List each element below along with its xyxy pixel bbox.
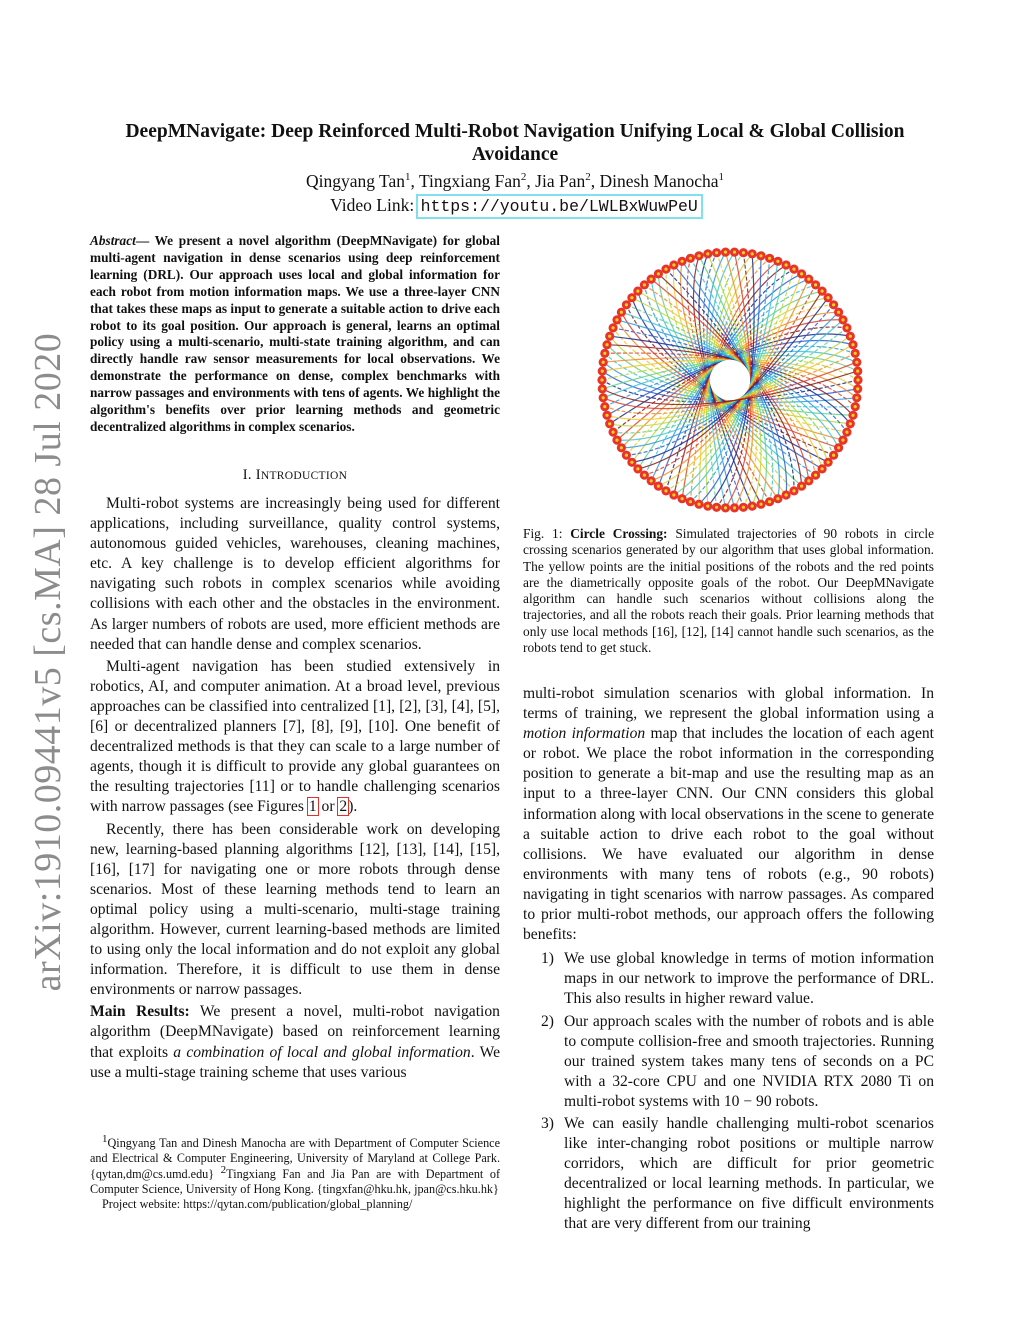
trajectory-line xyxy=(708,254,754,506)
affil-4: 1 xyxy=(718,171,725,184)
arxiv-stamp-text: arXiv:1910.09441v5 [cs.MA] 28 Jul 2020 xyxy=(27,332,69,992)
list-number: 1) xyxy=(541,950,554,968)
main-results-paragraph xyxy=(90,1002,500,1082)
footnote-text-1: Qingyang Tan and Dinesh Manocha are with Department of Computer Science and Electrical & Computer Engineering, University of Maryland at College Park. {qytan,dm@cs.umd.edu} xyxy=(90,1136,500,1181)
trajectory-line xyxy=(658,274,801,486)
start-point xyxy=(602,361,605,364)
start-point xyxy=(742,506,745,509)
start-point xyxy=(807,479,810,482)
figure-2-ref[interactable]: 2 xyxy=(339,798,348,816)
title-line-1: DeepMNavigate: Deep Reinforced Multi-Robot Navigation Unifying Local & Global Collision xyxy=(125,121,905,142)
trajectory-line xyxy=(626,305,833,455)
start-point xyxy=(792,268,795,271)
start-point xyxy=(689,500,692,503)
start-point xyxy=(845,431,848,434)
circle-crossing-figure xyxy=(590,240,870,520)
right-paragraph-1 xyxy=(523,684,934,945)
start-point xyxy=(759,254,762,257)
start-point xyxy=(602,396,605,399)
start-point xyxy=(681,260,684,263)
trajectory-line xyxy=(674,265,786,495)
start-point xyxy=(630,296,633,299)
trajectory-line xyxy=(621,312,838,448)
start-point xyxy=(605,343,608,346)
right-column xyxy=(523,684,934,1237)
author-3: , Jia Pan xyxy=(526,171,586,191)
start-point xyxy=(827,296,830,299)
start-point xyxy=(715,506,718,509)
start-point xyxy=(768,500,771,503)
list-item xyxy=(523,949,934,1009)
start-point xyxy=(851,343,854,346)
start-point xyxy=(751,505,754,508)
start-point xyxy=(706,252,709,255)
right-p1-text-b: map that includes the location of each agent or robot. We place the robot information in the corresponding position to generate a bit-map and use the resulting map as an input to a three-layer CNN. Our CNN considers this global information along with local observations in the scene to generate a suitable action to drive each robot to the goal without collisions. We have evaluated our algorithm in dense environments with many tens of robots (e.g., 90 robots) navigating in tight scenarios with narrow passages. As compared to prior multi-robot methods, our approach offers the following benefits: xyxy=(523,725,934,944)
start-point xyxy=(785,263,788,266)
list-item xyxy=(523,1114,934,1235)
video-link[interactable]: https://youtu.be/LWLBxWuwPeU xyxy=(420,197,698,216)
right-p1-text-a: multi-robot simulation scenarios with global information. In terms of training, we represent the global information using a xyxy=(523,685,934,723)
figure-1-ref[interactable]: 1 xyxy=(308,798,317,816)
trajectory-line xyxy=(638,291,822,469)
abstract-dash: — xyxy=(135,233,155,248)
start-point xyxy=(706,505,709,508)
footnote-text-2: Tingxiang Fan and Jia Pan are with Department of Computer Science, University of Hong Kong. {tingxfan@hku.hk, jpan@cs.hku.hk} xyxy=(90,1166,500,1196)
start-point xyxy=(800,272,803,275)
start-point xyxy=(855,361,858,364)
footnote-affiliations xyxy=(90,1132,500,1197)
list-number: 3) xyxy=(541,1114,554,1132)
start-point xyxy=(715,251,718,254)
list-item xyxy=(523,1012,934,1112)
start-point xyxy=(612,326,615,329)
trajectory-line xyxy=(658,274,801,486)
trajectory-line xyxy=(673,265,786,495)
intro-p2-text-a: Multi-agent navigation has been studied extensively in robotics, AI, and computer animation. At a broad level, previous approaches can be classified into centralized [1], [2], [3], [4], [5], [6] or decentralized planners [7], [8], [9], [10]. One benefit of decentralized methods is that they can scale to a large number of agents, though it is difficult to provide any global guarantees on the resulting trajectories [11] or to handle challenging scenarios with narrow passages (see Figures xyxy=(90,657,500,816)
trajectory-line xyxy=(626,305,833,455)
start-point xyxy=(855,396,858,399)
list-number: 2) xyxy=(541,1012,554,1030)
right-p1-emphasis: motion information xyxy=(523,725,646,743)
start-point xyxy=(792,489,795,492)
trajectory-line xyxy=(706,254,752,506)
start-point xyxy=(841,318,844,321)
start-point xyxy=(672,263,675,266)
list-text: Our approach scales with the number of robots and is able to compute collision-free and smooth trajectories. Running our trained system takes many tens of seconds on a PC with a 32-core CPU and one NVIDIA RTX 2080 Ti on multi-robot systems with 10 − 90 robots. xyxy=(564,1012,934,1110)
abstract-text: We present a novel algorithm (DeepMNavigate) for global multi-agent navigation in dense scenarios using deep reinforcement learning (DRL). Our approach uses local and global information for each robot from motion information maps. We use a three-layer CNN that takes these maps as input to generate a suitable action to drive each robot to its goal position. Our approach is general, learns an optimal policy using a multi-scenario, multi-state training algorithm, and can directly handle raw sensor measurements for local observations. We demonstrate the performance on dense, complex benchmarks with narrow passages and environments with tens of agents. We highlight the algorithm's benefits over prior learning methods and geometric decentralized algorithms in complex scenarios. xyxy=(90,233,500,434)
start-point xyxy=(742,251,745,254)
author-4: , Dinesh Manocha xyxy=(590,171,719,191)
title-line-2: Avoidance xyxy=(471,144,559,165)
trajectory-line xyxy=(709,253,744,508)
start-point xyxy=(837,446,840,449)
start-point xyxy=(827,461,830,464)
start-point xyxy=(620,311,623,314)
list-text: We can easily handle challenging multi-robot scenarios like inter-changing robot positions or multiple narrow corridors, which are difficult for prior geometric decentralized or local learning methods. In particular, we highlight the performance on five difficult environments that are very different from our training xyxy=(564,1114,934,1233)
start-point xyxy=(841,439,844,442)
intro-p2-text-c: ). xyxy=(348,798,358,816)
trajectory-line xyxy=(658,274,801,486)
author-list xyxy=(90,171,940,192)
caption-label: Fig. 1: xyxy=(523,526,571,541)
start-point xyxy=(733,251,736,254)
section-heading-intro xyxy=(90,467,500,484)
start-point xyxy=(601,370,604,373)
main-results-emphasis: a combination of local and global information xyxy=(173,1043,471,1061)
intro-paragraph-3: Recently, there has been considerable work on developing new, learning-based planning algorithms [12], [13], [14], [15], [16], [17] for navigating one or more robots through dense scenarios. Most of these learning methods tend to learn an optimal policy using a multi-scenario, multi-stage training algorithm. However, current learning-based methods are limited to using only the local information and do not exploit any global information. Therefore, it is difficult to use them in dense environments or narrow passages. xyxy=(90,820,500,999)
start-point xyxy=(657,485,660,488)
start-point xyxy=(643,283,646,286)
start-point xyxy=(615,439,618,442)
abstract xyxy=(90,233,500,436)
start-point xyxy=(800,485,803,488)
start-point xyxy=(672,493,675,496)
trajectory-line xyxy=(626,305,833,455)
start-point xyxy=(849,335,852,338)
start-point xyxy=(697,503,700,506)
intro-p2-text-b: or xyxy=(317,798,339,816)
trajectory-line xyxy=(717,253,752,508)
affil-1: 1 xyxy=(405,171,411,184)
start-point xyxy=(636,467,639,470)
video-label: Video Link: xyxy=(330,195,419,215)
main-results-text-a: We present a novel, multi-robot navigation algorithm (DeepMNavigate) based on reinforcement learning that exploits xyxy=(90,1003,500,1061)
start-point xyxy=(751,252,754,255)
start-point xyxy=(733,506,736,509)
start-point xyxy=(664,268,667,271)
trajectory-line xyxy=(605,353,855,407)
start-point xyxy=(681,497,684,500)
footnote-sup-1: 1 xyxy=(102,1132,108,1145)
start-point xyxy=(768,257,771,260)
start-point xyxy=(608,422,611,425)
main-results-label: Main Results: xyxy=(90,1003,190,1021)
start-point xyxy=(612,431,615,434)
caption-text: Simulated trajectories of 90 robots in circle crossing scenarios generated by our algorithm that uses global information. The yellow points are the initial positions of the robots and the red points are the diametrically opposite goals of the robot. Our DeepMNavigate algorithm can handle such scenarios without collisions along the trajectories, and all the robots reach their goals. Prior learning methods that only use local methods [16], [12], [14] cannot handle such scenarios, as the robots tend to get stuck. xyxy=(523,526,935,656)
left-column xyxy=(90,494,500,1083)
start-point xyxy=(657,272,660,275)
start-point xyxy=(851,414,854,417)
trajectory-line xyxy=(626,305,833,455)
trajectory-line xyxy=(674,265,786,495)
start-point xyxy=(600,378,603,381)
start-point xyxy=(620,446,623,449)
start-point xyxy=(814,474,817,477)
intro-paragraph-2 xyxy=(90,657,500,818)
start-point xyxy=(724,506,727,509)
section-number: I. xyxy=(242,467,256,483)
trajectory-line xyxy=(638,291,822,469)
start-point xyxy=(630,461,633,464)
video-line xyxy=(90,195,940,216)
start-point xyxy=(856,378,859,381)
start-point xyxy=(625,303,628,306)
footnote-sup-2: 2 xyxy=(220,1163,227,1176)
start-point xyxy=(837,311,840,314)
start-point xyxy=(724,251,727,254)
affil-3: 2 xyxy=(585,171,591,184)
section-title-rest: NTRODUCTION xyxy=(260,470,348,482)
start-point xyxy=(603,405,606,408)
start-point xyxy=(832,303,835,306)
main-results-text-b: . We use a multi-stage training scheme that uses various xyxy=(90,1043,500,1081)
start-point xyxy=(832,454,835,457)
trajectory-line xyxy=(621,312,838,448)
start-point xyxy=(689,257,692,260)
start-point xyxy=(856,370,859,373)
trajectory-line xyxy=(638,291,822,469)
start-point xyxy=(807,278,810,281)
start-point xyxy=(625,454,628,457)
start-point xyxy=(776,260,779,263)
list-text: We use global knowledge in terms of motion information maps in our network to improve the performance of DRL. This also results in higher reward value. xyxy=(564,950,934,1008)
benefits-list xyxy=(523,949,934,1234)
start-point xyxy=(664,489,667,492)
start-point xyxy=(854,405,857,408)
start-point xyxy=(785,493,788,496)
paper-title xyxy=(90,120,940,166)
trajectory-line xyxy=(658,274,801,486)
start-point xyxy=(845,326,848,329)
abstract-label: Abstract xyxy=(90,233,136,248)
section-title-first: I xyxy=(255,467,261,483)
start-point xyxy=(636,290,639,293)
figure-caption xyxy=(523,526,934,656)
start-point xyxy=(759,503,762,506)
intro-paragraph-1: Multi-robot systems are increasingly being used for different applications, including surveillance, quality control systems, autonomous guided vehicles, warehouses, cleaning machines, etc. A key challenge is to develop efficient algorithms for navigating such robots in complex scenarios while avoiding collisions with each other and the obstacles in the environment. As larger numbers of robots are used, more efficient methods are needed that can handle dense and complex scenarios. xyxy=(90,495,500,653)
caption-bold: Circle Crossing: xyxy=(570,526,668,541)
trajectory-line xyxy=(621,312,838,448)
start-point xyxy=(650,278,653,281)
start-point xyxy=(856,387,859,390)
start-point xyxy=(643,474,646,477)
footnote-project-website: Project website: https://qytan.com/publication/global_planning/ xyxy=(102,1197,413,1212)
start-point xyxy=(776,497,779,500)
start-point xyxy=(821,467,824,470)
start-point xyxy=(814,283,817,286)
start-point xyxy=(601,387,604,390)
author-2: , Tingxiang Fan xyxy=(410,171,521,191)
trajectory-line xyxy=(674,265,787,495)
start-point xyxy=(608,335,611,338)
trajectory-line xyxy=(638,291,822,469)
footnote xyxy=(90,1132,500,1212)
start-point xyxy=(697,254,700,257)
author-1: Qingyang Tan xyxy=(305,171,406,191)
start-point xyxy=(650,479,653,482)
affil-2: 2 xyxy=(520,171,527,184)
start-point xyxy=(603,352,606,355)
start-point xyxy=(849,422,852,425)
start-point xyxy=(854,352,857,355)
trajectory-line xyxy=(621,312,838,448)
start-point xyxy=(615,318,618,321)
trajectory-line xyxy=(605,353,855,407)
start-point xyxy=(821,290,824,293)
start-point xyxy=(605,414,608,417)
